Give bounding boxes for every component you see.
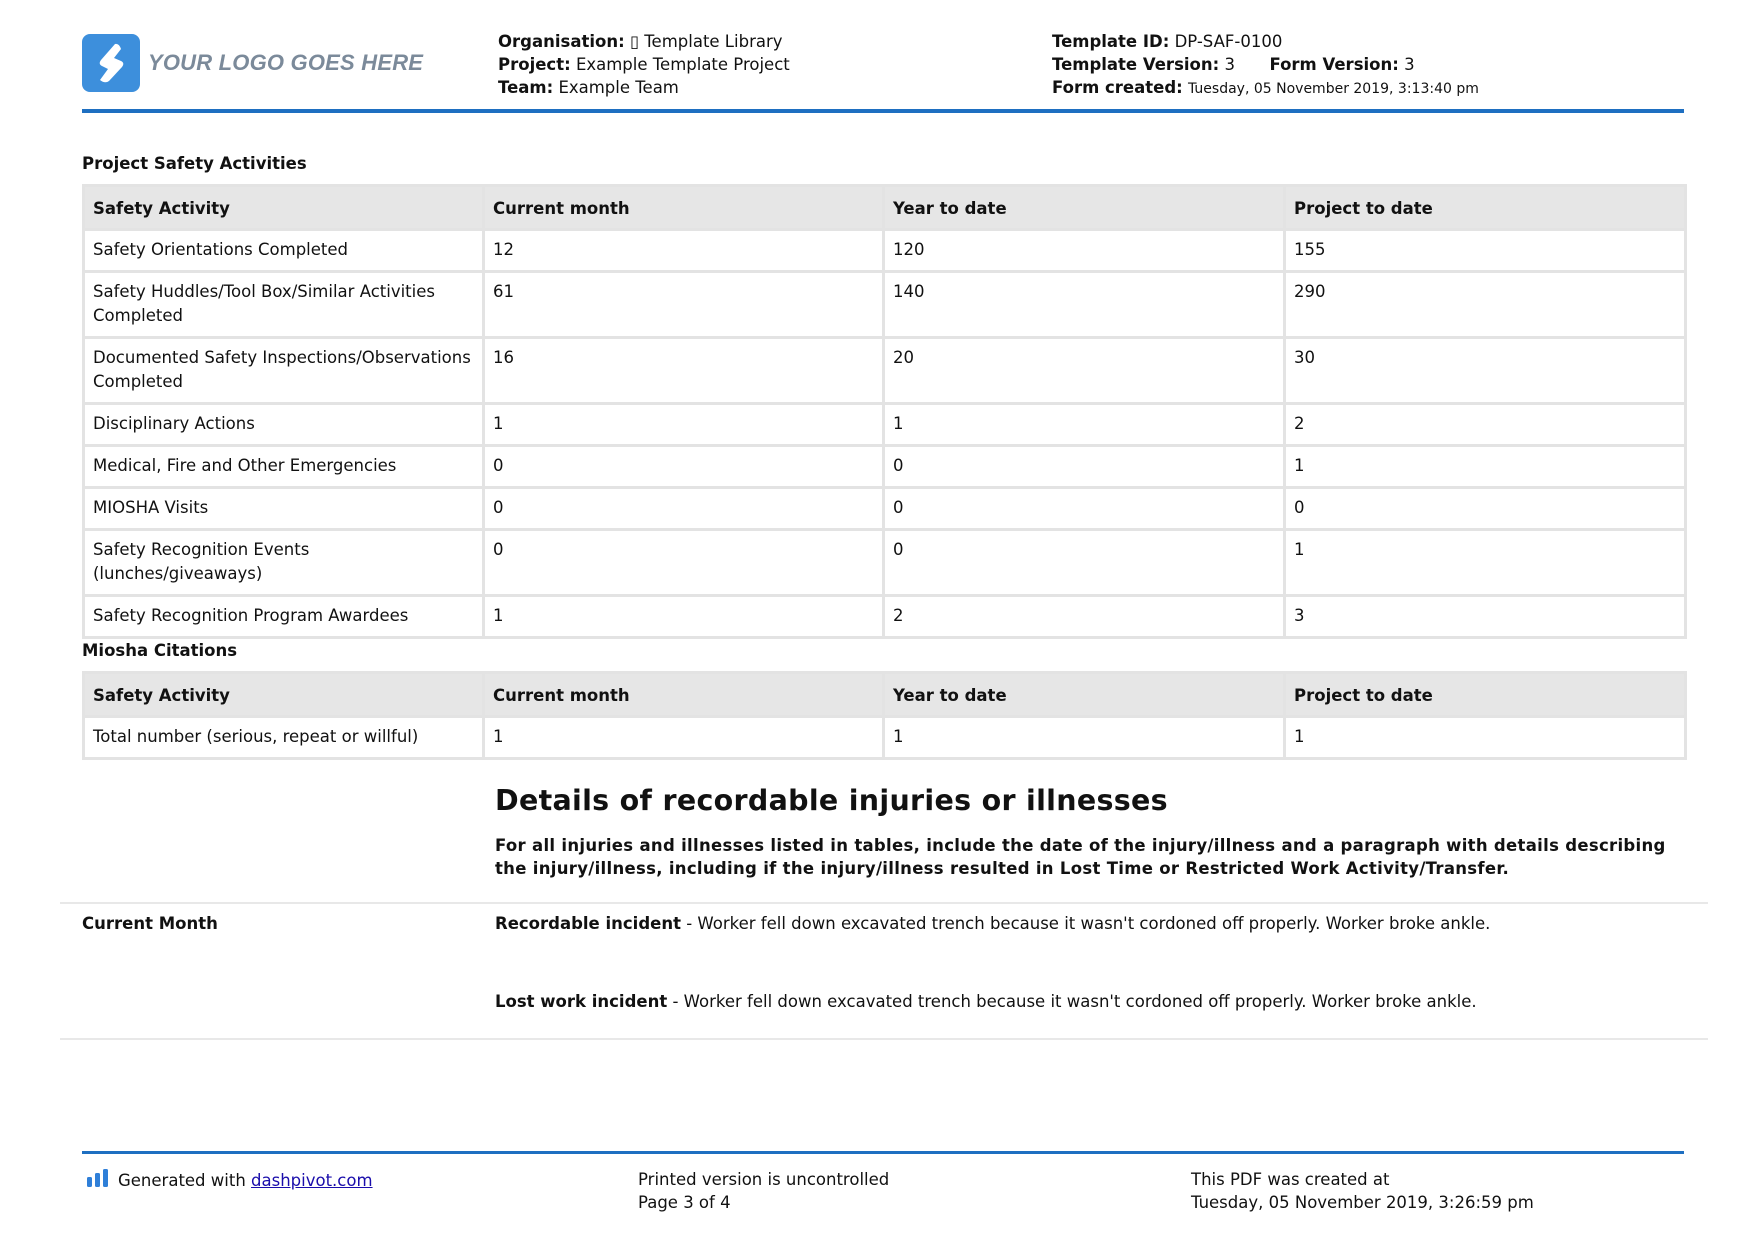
citations-title: Miosha Citations — [82, 641, 238, 660]
table-cell: Documented Safety Inspections/Observations Completed — [84, 338, 484, 404]
column-header: Current month — [484, 673, 884, 717]
footer-page-info — [638, 1168, 889, 1214]
table-cell: 3 — [1285, 596, 1686, 638]
table-row — [84, 230, 1686, 272]
column-header: Safety Activity — [84, 186, 484, 230]
footer-divider — [82, 1151, 1684, 1154]
bar-chart-icon — [86, 1168, 110, 1192]
table-cell: 0 — [484, 488, 884, 530]
table-cell: Disciplinary Actions — [84, 404, 484, 446]
pdf-created-value: Tuesday, 05 November 2019, 3:26:59 pm — [1191, 1193, 1534, 1212]
logo-mark-icon — [82, 34, 140, 92]
table-cell: 1 — [884, 717, 1285, 759]
section-divider — [60, 902, 1708, 904]
table-row — [84, 717, 1686, 759]
table-cell: MIOSHA Visits — [84, 488, 484, 530]
table-cell: 1 — [484, 717, 884, 759]
table-cell: Medical, Fire and Other Emergencies — [84, 446, 484, 488]
form-version-value: 3 — [1404, 55, 1415, 74]
project-value: Example Template Project — [575, 55, 790, 74]
table-row — [84, 338, 1686, 404]
table-cell: Safety Orientations Completed — [84, 230, 484, 272]
form-version-label: Form Version: — [1269, 55, 1399, 74]
details-instructions: For all injuries and illnesses listed in tables, include the date of the injury/illness and a paragraph with details describing the injury/illness, including if the injury/illness resulted in Lost Time or Restricted Work Activity/Transfer. — [495, 836, 1666, 878]
table-cell: Safety Recognition Program Awardees — [84, 596, 484, 638]
table-cell: 20 — [884, 338, 1285, 404]
table-cell: 12 — [484, 230, 884, 272]
table-cell: 1 — [884, 404, 1285, 446]
incident-label: Recordable incident — [495, 914, 681, 933]
column-header: Safety Activity — [84, 673, 484, 717]
template-meta — [1052, 30, 1479, 101]
table-cell: 16 — [484, 338, 884, 404]
team-value: Example Team — [558, 78, 679, 97]
header-divider — [82, 109, 1684, 113]
table-cell: 0 — [484, 446, 884, 488]
safety-activities-table — [82, 184, 1687, 639]
project-label: Project: — [498, 55, 571, 74]
table-row — [84, 596, 1686, 638]
table-cell: 155 — [1285, 230, 1686, 272]
generated-with — [86, 1168, 373, 1192]
table-cell: 290 — [1285, 272, 1686, 338]
footer-created-info — [1191, 1168, 1534, 1214]
table-cell: 1 — [484, 596, 884, 638]
table-cell: Safety Huddles/Tool Box/Similar Activities Completed — [84, 272, 484, 338]
table-header-row — [84, 673, 1686, 717]
project-meta — [498, 30, 790, 99]
table-cell: 140 — [884, 272, 1285, 338]
company-logo — [82, 34, 423, 92]
organisation-value: ▯ Template Library — [629, 32, 783, 51]
logo-text: YOUR LOGO GOES HERE — [148, 50, 424, 75]
table-row — [84, 272, 1686, 338]
incident-text: - Worker fell down excavated trench because it wasn't cordoned off properly. Worker broke ankle. — [680, 914, 1491, 933]
page-header — [82, 30, 1684, 110]
table-cell: 61 — [484, 272, 884, 338]
form-created-label: Form created: — [1052, 78, 1183, 97]
form-created-value: Tuesday, 05 November 2019, 3:13:40 pm — [1188, 81, 1479, 97]
section-divider — [60, 1038, 1708, 1040]
table-cell: 0 — [1285, 488, 1686, 530]
recordable-incident — [495, 914, 1490, 933]
lost-work-incident — [495, 992, 1477, 1011]
safety-activities-title: Project Safety Activities — [82, 154, 307, 173]
incident-text: - Worker fell down excavated trench because it wasn't cordoned off properly. Worker broke ankle. — [667, 992, 1477, 1011]
organisation-label: Organisation: — [498, 32, 625, 51]
table-cell: Total number (serious, repeat or willful) — [84, 717, 484, 759]
page-number: Page 3 of 4 — [638, 1193, 731, 1212]
column-header: Project to date — [1285, 186, 1686, 230]
table-row — [84, 530, 1686, 596]
column-header: Year to date — [884, 673, 1285, 717]
table-row — [84, 488, 1686, 530]
column-header: Year to date — [884, 186, 1285, 230]
template-id-value: DP-SAF-0100 — [1174, 32, 1283, 51]
table-row — [84, 446, 1686, 488]
table-row — [84, 404, 1686, 446]
table-header-row — [84, 186, 1686, 230]
table-cell: 1 — [1285, 717, 1686, 759]
table-cell: 0 — [884, 446, 1285, 488]
team-label: Team: — [498, 78, 554, 97]
table-cell: 1 — [1285, 446, 1686, 488]
pdf-created-label: This PDF was created at — [1191, 1170, 1390, 1189]
table-cell: 0 — [884, 488, 1285, 530]
column-header: Project to date — [1285, 673, 1686, 717]
table-cell: 0 — [484, 530, 884, 596]
table-cell: 2 — [1285, 404, 1686, 446]
template-id-label: Template ID: — [1052, 32, 1170, 51]
column-header: Current month — [484, 186, 884, 230]
generated-prefix: Generated with — [118, 1170, 252, 1190]
details-heading: Details of recordable injuries or illnesses — [495, 784, 1168, 817]
table-cell: 30 — [1285, 338, 1686, 404]
incident-label: Lost work incident — [495, 992, 668, 1011]
citations-table — [82, 671, 1687, 760]
table-cell: 120 — [884, 230, 1285, 272]
table-cell: 2 — [884, 596, 1285, 638]
uncontrolled-notice: Printed version is uncontrolled — [638, 1170, 890, 1189]
table-cell: Safety Recognition Events (lunches/giveaways) — [84, 530, 484, 596]
dashpivot-link[interactable]: dashpivot.com — [251, 1170, 373, 1190]
table-cell: 0 — [884, 530, 1285, 596]
table-cell: 1 — [484, 404, 884, 446]
template-version-value: 3 — [1224, 55, 1235, 74]
current-month-label: Current Month — [82, 914, 218, 933]
template-version-label: Template Version: — [1052, 55, 1220, 74]
table-cell: 1 — [1285, 530, 1686, 596]
